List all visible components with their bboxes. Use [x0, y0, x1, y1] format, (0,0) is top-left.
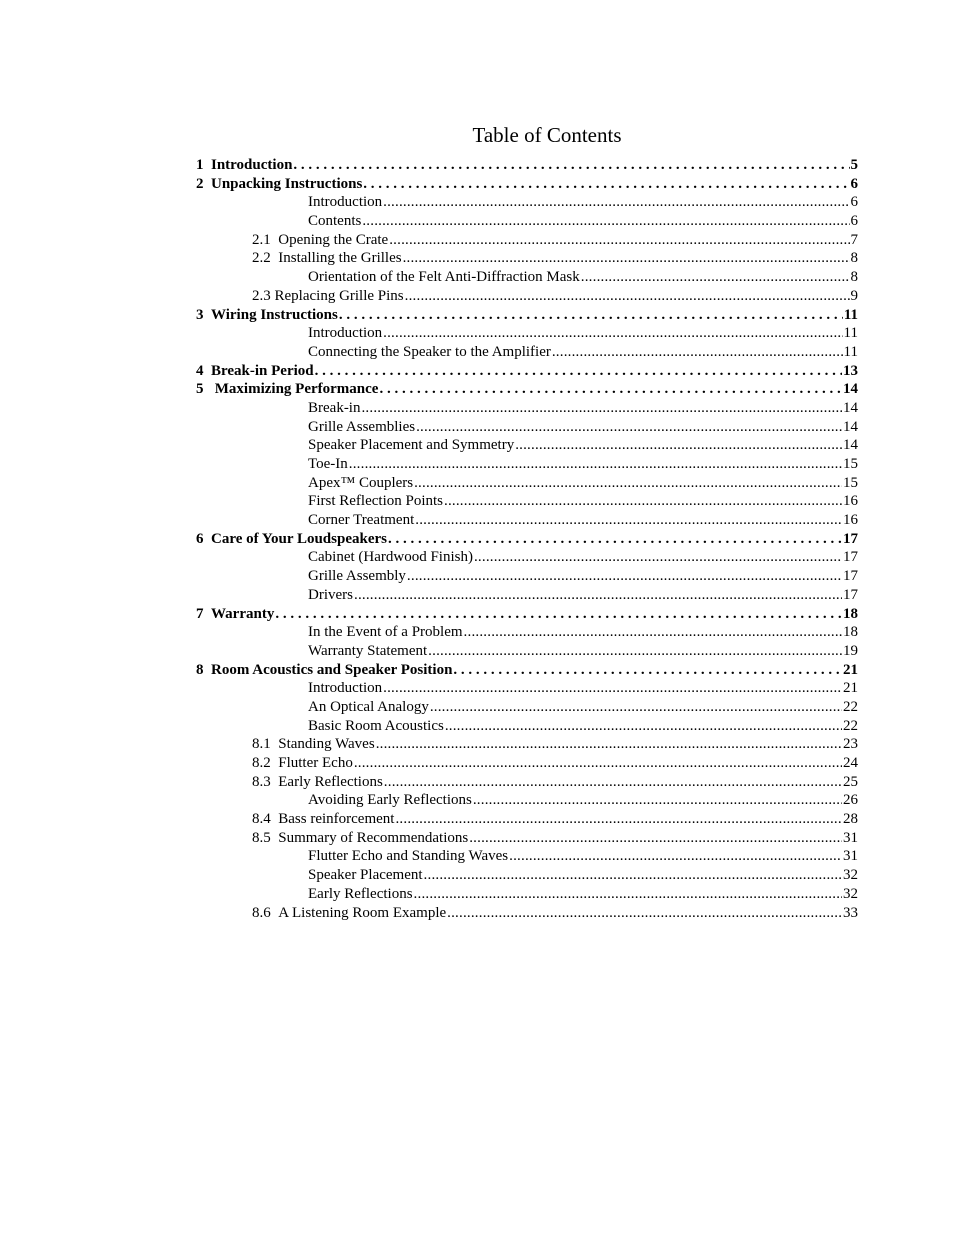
toc-dot-leader: [363, 175, 849, 194]
toc-entry[interactable]: [196, 324, 858, 343]
toc-dot-leader: [403, 249, 850, 268]
toc-entry-title: Installing the Grilles: [278, 250, 402, 267]
toc-entry[interactable]: [196, 717, 858, 736]
toc-dot-leader: [415, 511, 842, 530]
toc-entry[interactable]: [196, 436, 858, 455]
toc-entry-page: 11: [843, 325, 858, 342]
toc-entry-page: 13: [843, 362, 858, 379]
toc-entry-page: 22: [843, 717, 858, 734]
toc-entry[interactable]: [196, 679, 858, 698]
toc-entry[interactable]: [196, 399, 858, 418]
toc-dot-leader: [453, 661, 842, 680]
toc-entry-page: 25: [843, 773, 858, 790]
toc-entry[interactable]: [196, 530, 858, 549]
toc-entry-title: Contents: [308, 213, 362, 230]
toc-entry-page: 7: [850, 231, 858, 248]
toc-dot-leader: [384, 773, 842, 792]
toc-entry-page: 9: [850, 287, 858, 304]
toc-entry-title: Orientation of the Felt Anti-Diffraction Mask: [308, 269, 580, 286]
toc-entry-title: Grille Assembly: [308, 568, 406, 585]
toc-entry-number: 4: [196, 362, 211, 379]
toc-entry-title: A Listening Room Example: [278, 904, 447, 921]
toc-dot-leader: [354, 754, 842, 773]
toc-entry-title: Break-in: [308, 399, 361, 416]
toc-entry-page: 11: [843, 343, 858, 360]
toc-entry-title: Introduction: [308, 325, 383, 342]
toc-entry-title: Connecting the Speaker to the Amplifier: [308, 343, 551, 360]
toc-entry-page: 17: [843, 549, 858, 566]
toc-entry-title: Flutter Echo: [278, 755, 353, 771]
toc-entry[interactable]: [196, 249, 858, 268]
toc-entry[interactable]: [196, 287, 858, 306]
toc-entry[interactable]: [196, 492, 858, 511]
toc-dot-leader: [414, 885, 842, 904]
toc-entry-number: 2.3: [252, 287, 275, 304]
toc-entry-page: 24: [843, 755, 858, 771]
toc-dot-leader: [581, 268, 850, 287]
page-title: Table of Contents: [472, 123, 622, 148]
toc-entry-title: Basic Room Acoustics: [308, 717, 444, 734]
toc-entry[interactable]: [196, 623, 858, 642]
toc-entry[interactable]: [196, 847, 858, 866]
toc-entry-page: 31: [843, 848, 858, 865]
toc-entry-title: Cabinet (Hardwood Finish): [308, 549, 473, 566]
toc-dot-leader: [469, 829, 842, 848]
toc-entry-page: 32: [843, 867, 858, 884]
toc-entry[interactable]: [196, 343, 858, 362]
toc-dot-leader: [515, 436, 842, 455]
toc-dot-leader: [383, 324, 842, 343]
toc-entry-title: Care of Your Loudspeakers: [211, 530, 387, 547]
toc-entry-title: Corner Treatment: [308, 512, 415, 529]
toc-entry[interactable]: [196, 605, 858, 624]
toc-entry[interactable]: [196, 511, 858, 530]
toc-dot-leader: [315, 362, 842, 381]
toc-dot-leader: [275, 605, 842, 624]
toc-entry-page: 14: [843, 381, 858, 398]
toc-entry[interactable]: [196, 567, 858, 586]
toc-entry[interactable]: [196, 810, 858, 829]
toc-entry[interactable]: [196, 773, 858, 792]
toc-entry-title: An Optical Analogy: [308, 698, 429, 715]
toc-entry-title: Replacing Grille Pins: [274, 287, 404, 304]
toc-dot-leader: [445, 717, 842, 736]
toc-dot-leader: [383, 679, 842, 698]
toc-entry-title: Warranty Statement: [308, 642, 428, 659]
toc-entry-number: 1: [196, 157, 211, 173]
toc-entry-title: Drivers: [308, 586, 353, 603]
toc-entry-page: 23: [843, 736, 858, 753]
toc-entry[interactable]: [196, 362, 858, 381]
toc-entry[interactable]: [196, 586, 858, 605]
toc-entry-title: Room Acoustics and Speaker Position: [211, 661, 453, 678]
toc-entry-page: 14: [843, 437, 858, 454]
toc-entry[interactable]: [196, 175, 858, 194]
toc-entry-number: 7: [196, 605, 211, 622]
toc-dot-leader: [407, 567, 842, 586]
toc-entry-title: Warranty: [211, 605, 275, 622]
toc-entry-page: 15: [843, 456, 858, 472]
toc-entry[interactable]: [196, 642, 858, 661]
toc-entry-page: 6: [850, 194, 858, 211]
toc-dot-leader: [405, 287, 850, 306]
toc-entry-number: 5: [196, 381, 215, 398]
toc-entry-number: 6: [196, 530, 211, 547]
toc-entry-title: Avoiding Early Reflections: [308, 792, 472, 809]
toc-entry-title: Toe-In: [308, 456, 348, 472]
toc-dot-leader: [395, 810, 842, 829]
toc-dot-leader: [416, 418, 842, 437]
toc-entry-number: 8.3: [252, 773, 279, 790]
toc-entry-page: 16: [843, 512, 858, 529]
table-of-contents: [196, 156, 858, 922]
toc-entry[interactable]: [196, 268, 858, 287]
toc-entry-page: 18: [843, 605, 858, 622]
toc-entry-page: 26: [843, 792, 858, 809]
toc-dot-leader: [376, 735, 842, 754]
toc-entry[interactable]: [196, 231, 858, 250]
toc-entry[interactable]: [196, 380, 858, 399]
toc-entry[interactable]: [196, 661, 858, 680]
toc-entry-number: 8.6: [252, 904, 279, 921]
toc-entry-page: 21: [843, 661, 858, 678]
toc-entry[interactable]: [196, 156, 858, 175]
toc-entry-title: Introduction: [308, 680, 383, 697]
toc-dot-leader: [428, 642, 842, 661]
toc-entry-number: 8: [196, 661, 211, 678]
toc-entry-page: 6: [850, 213, 858, 230]
toc-dot-leader: [293, 156, 849, 175]
toc-entry-title: Opening the Crate: [278, 231, 389, 248]
toc-entry-page: 17: [843, 530, 858, 547]
toc-entry-page: 22: [843, 698, 858, 715]
toc-entry[interactable]: [196, 904, 858, 923]
toc-dot-leader: [424, 866, 842, 885]
toc-entry-page: 6: [850, 175, 858, 192]
toc-entry-title: Summary of Recommendations: [278, 829, 469, 846]
toc-entry[interactable]: [196, 474, 858, 493]
toc-dot-leader: [361, 399, 842, 418]
toc-entry-number: 8.5: [252, 829, 279, 846]
toc-dot-leader: [414, 474, 842, 493]
toc-entry-title: Unpacking Instructions: [211, 175, 363, 192]
toc-entry-title: Speaker Placement and Symmetry: [308, 437, 515, 454]
toc-entry[interactable]: [196, 212, 858, 231]
toc-entry-page: 5: [850, 157, 858, 173]
toc-entry[interactable]: [196, 455, 858, 474]
toc-entry-page: 32: [843, 885, 858, 902]
toc-entry-number: 8.2: [252, 755, 279, 771]
toc-dot-leader: [339, 306, 843, 325]
toc-entry-title: Introduction: [308, 194, 383, 211]
toc-entry-page: 8: [850, 269, 858, 286]
toc-entry[interactable]: [196, 791, 858, 810]
toc-entry-page: 17: [843, 586, 858, 603]
toc-entry-number: 2.2: [252, 250, 279, 267]
toc-dot-leader: [362, 212, 849, 231]
toc-entry-title: Bass reinforcement: [278, 811, 395, 828]
toc-dot-leader: [430, 698, 842, 717]
toc-dot-leader: [383, 193, 849, 212]
toc-dot-leader: [349, 455, 842, 474]
toc-dot-leader: [354, 586, 842, 605]
toc-entry-number: 2.1: [252, 231, 279, 248]
toc-entry-number: 8.1: [252, 736, 279, 753]
toc-dot-leader: [379, 380, 842, 399]
toc-dot-leader: [552, 343, 843, 362]
toc-entry[interactable]: [196, 306, 858, 325]
toc-entry-page: 16: [843, 493, 858, 510]
toc-dot-leader: [389, 231, 849, 250]
toc-entry-title: In the Event of a Problem: [308, 624, 463, 641]
toc-entry-page: 21: [843, 680, 858, 697]
toc-entry-page: 19: [843, 642, 858, 659]
toc-dot-leader: [444, 492, 842, 511]
toc-entry-page: 33: [843, 904, 858, 921]
toc-entry-title: Standing Waves: [278, 736, 375, 753]
toc-entry-page: 14: [843, 399, 858, 416]
toc-dot-leader: [388, 530, 842, 549]
toc-entry[interactable]: [196, 754, 858, 773]
toc-entry[interactable]: [196, 735, 858, 754]
toc-entry-title: Grille Assemblies: [308, 418, 416, 435]
toc-entry-title: Apex™ Couplers: [308, 474, 414, 491]
toc-entry-number: 3: [196, 306, 211, 323]
toc-entry-number: 2: [196, 175, 211, 192]
toc-entry-title: Break-in Period: [211, 362, 314, 379]
toc-entry[interactable]: [196, 866, 858, 885]
toc-entry-page: 31: [843, 829, 858, 846]
toc-entry[interactable]: [196, 193, 858, 212]
toc-entry-page: 18: [843, 624, 858, 641]
toc-entry-title: Maximizing Performance: [214, 381, 379, 398]
toc-entry-title: Flutter Echo and Standing Waves: [308, 848, 509, 865]
toc-entry-title: Introduction: [211, 157, 293, 173]
toc-entry-title: Wiring Instructions: [211, 306, 338, 323]
toc-entry[interactable]: [196, 829, 858, 848]
toc-dot-leader: [509, 847, 842, 866]
toc-entry-page: 14: [843, 418, 858, 435]
toc-dot-leader: [464, 623, 842, 642]
toc-dot-leader: [474, 548, 842, 567]
toc-entry[interactable]: [196, 548, 858, 567]
toc-entry-page: 28: [843, 811, 858, 828]
toc-entry-page: 11: [843, 306, 858, 323]
toc-entry-title: Early Reflections: [308, 885, 413, 902]
toc-dot-leader: [473, 791, 842, 810]
toc-entry-page: 15: [843, 474, 858, 491]
toc-entry[interactable]: [196, 698, 858, 717]
toc-dot-leader: [447, 904, 842, 923]
toc-entry-page: 17: [843, 568, 858, 585]
toc-entry-number: 8.4: [252, 811, 279, 828]
toc-entry-title: Speaker Placement: [308, 867, 423, 884]
toc-entry-title: First Reflection Points: [308, 493, 443, 510]
toc-entry[interactable]: [196, 885, 858, 904]
toc-entry[interactable]: [196, 418, 858, 437]
toc-entry-title: Early Reflections: [278, 773, 383, 790]
toc-entry-page: 8: [850, 250, 858, 267]
